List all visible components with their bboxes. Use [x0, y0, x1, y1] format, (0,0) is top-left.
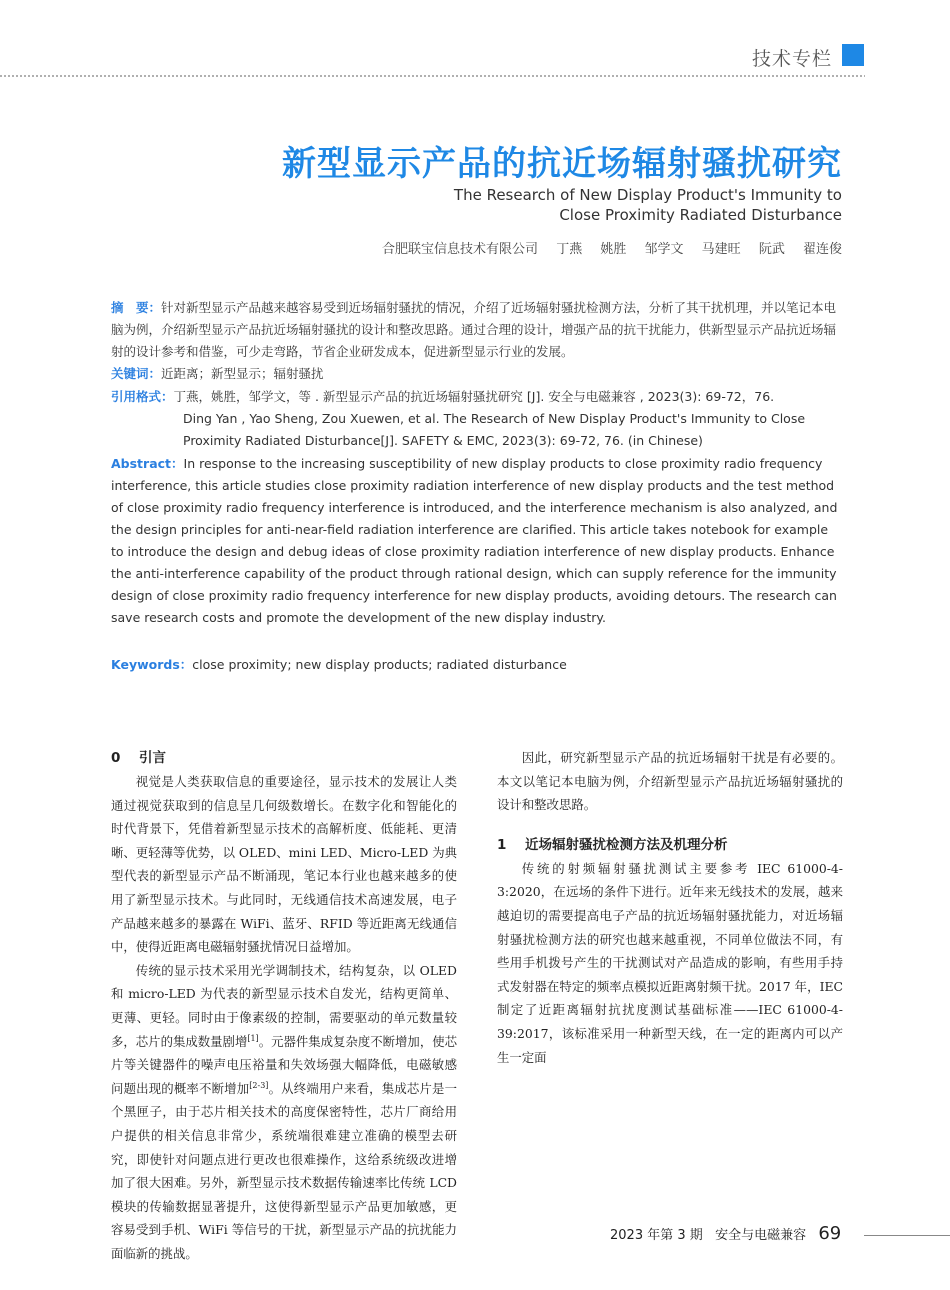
- footer-rule: [864, 1235, 950, 1236]
- page-footer: [610, 1223, 841, 1244]
- author-line: [382, 238, 842, 257]
- paragraph: 视觉是人类获取信息的重要途径，显示技术的发展让人类通过视觉获取到的信息呈几何级数增长。在数字化和智能化的时代背景下，凭借着新型显示技术的高解析度、低能耗、更清晰、更轻薄等优势，以 OLED、mini LED、Micro-LED 为典型代表的新型显示产品不断涌现，笔记本行业也越来越多的使用了新型显示技术。与此同时，无线通信技术高速发展，电子产品越来越多的暴露在 WiFi、蓝牙、RFID 等近距离无线通信中，使得近距离电磁辐射骚扰情况日益增加。: [111, 774, 457, 955]
- citation-label: 引用格式：: [111, 389, 174, 404]
- journal-name: 安全与电磁兼容: [715, 1228, 807, 1243]
- section-tag-marker: [842, 44, 864, 66]
- article-title-en-line2: Close Proximity Radiated Disturbance: [559, 206, 842, 224]
- section-title: 近场辐射骚扰检测方法及机理分析: [525, 836, 728, 853]
- issue: 2023 年第 3 期: [610, 1228, 703, 1243]
- header-rule: [0, 75, 865, 77]
- article-title-cn: 新型显示产品的抗近场辐射骚扰研究: [282, 144, 842, 184]
- section-heading-0: [111, 746, 457, 770]
- abstract-en: [111, 453, 841, 629]
- section-tag: 技术专栏: [751, 48, 832, 70]
- affiliation: 合肥联宝信息技术有限公司: [382, 242, 539, 257]
- section-heading-1: [497, 833, 843, 857]
- paragraph: 传统的显示技术采用光学调制技术，结构复杂，以 OLED 和 micro-LED 为代表的新型显示技术自发光，结构更简单、更薄、更轻。同时由于像素级的控制，需要驱动的单元数量较多，芯片的集成数量剧增[1]。元器件集成复杂度不断增加，使芯片等关键器件的噪声电压裕量和失效场强大幅降低，电磁敏感问题出现的概率不断增加[2-3]。从终端用户来看，集成芯片是一个黑匣子，由于芯片相关技术的高度保密特性，芯片厂商给用户提供的相关信息非常少，系统端很难建立准确的模型去研究，即使针对问题点进行更改也很难操作，这给系统级改进增加了很大困难。另外，新型显示技术数据传输速率比传统 LCD 模块的传输数据显著提升，这使得新型显示产品更加敏感，更容易受到手机、WiFi 等信号的干扰，新型显示产品的抗扰能力面临新的挑战。: [111, 962, 458, 1261]
- page-number: 69: [818, 1223, 842, 1244]
- section-number: 0: [111, 750, 121, 766]
- body-column-right: [497, 746, 843, 1218]
- keywords-en-text: close proximity; new display products; radiated disturbance: [192, 657, 567, 672]
- citation-en: Ding Yan , Yao Sheng, Zou Xuewen, et al. The Research of New Display Product's Immunity to Close Proximity Radiated Disturbance[J]. SAFETY & EMC, 2023(3): 69-72, 76. (in Chinese): [183, 411, 806, 448]
- author: 马建旺: [701, 242, 741, 257]
- citation-cn: [111, 386, 841, 408]
- citation-cn-text: 丁燕，姚胜，邹学文，等 . 新型显示产品的抗近场辐射骚扰研究 [J]. 安全与电磁兼容 , 2023(3): 69-72，76.: [173, 389, 775, 404]
- author: 姚胜: [600, 242, 627, 257]
- reference-marker: [2-3]: [249, 1080, 269, 1090]
- author: 丁燕: [556, 242, 583, 257]
- abstract-en-label: Abstract：: [111, 456, 184, 471]
- author: 翟连俊: [802, 242, 842, 257]
- author: 邹学文: [644, 242, 684, 257]
- article-title-en-line1: The Research of New Display Product's Immunity to: [453, 186, 842, 204]
- reference-marker: [1]: [247, 1033, 259, 1043]
- section-number: 1: [497, 836, 507, 853]
- abstract-en-text: In response to the increasing susceptibility of new display products to close proximity radio frequency interference, this article studies close proximity radiation interference of new display products and the test method of close proximity radio frequency interference is introduced, and the interference mechanism is also analyzed, and the design principles for anti-near-field radiation interference are clarified. This article takes notebook for example to introduce the design and debug ideas of close proximity radiation interference of new display products. Enhance the anti-interference capability of the product through rational design, which can supply reference for the immunity design of close proximity radio frequency interference for new display products, avoiding detours. The research can save research costs and promote the development of the new display industry.: [111, 456, 838, 625]
- keywords-cn-text: 近距离；新型显示；辐射骚扰: [161, 366, 324, 381]
- body-column-left: [111, 746, 458, 1261]
- keywords-en-label: Keywords：: [111, 657, 193, 672]
- keywords-en: [111, 654, 841, 676]
- abstract-cn: [111, 297, 841, 363]
- paragraph: 因此，研究新型显示产品的抗近场辐射干扰是有必要的。本文以笔记本电脑为例，介绍新型显示产品抗近场辐射骚扰的设计和整改思路。: [497, 750, 843, 813]
- article-title-en: [342, 185, 842, 225]
- author: 阮武: [758, 242, 785, 257]
- section-title: 引言: [139, 750, 166, 766]
- keywords-cn: [111, 363, 841, 385]
- abstract-cn-label: 摘 要：: [111, 300, 162, 315]
- paragraph: 传统的射频辐射骚扰测试主要参考 IEC 61000-4-3:2020，在远场的条件下进行。近年来无线技术的发展，越来越迫切的需要提高电子产品的抗近场辐射骚扰能力，对近场辐射骚扰检测方法的研究也越来越重视，不同单位做法不同，有些用手机拨号产生的干扰测试对产品造成的影响，有些用手持式发射器在特定的频率点模拟近距离射频干扰。2017 年，IEC 制定了近距离辐射抗扰度测试基础标准——IEC 61000-4-39:2017，该标准采用一种新型天线，在一定的距离内可以产生一定面: [497, 860, 843, 1065]
- keywords-cn-label: 关键词：: [111, 366, 162, 381]
- abstract-cn-text: 针对新型显示产品越来越容易受到近场辐射骚扰的情况，介绍了近场辐射骚扰检测方法，分析了其干扰机理，并以笔记本电脑为例，介绍新型显示产品抗近场辐射骚扰的设计和整改思路。通过合理的设计，增强产品的抗干扰能力，供新型显示产品抗近场辐射的设计参考和借鉴，可少走弯路，节省企业研发成本，促进新型显示行业的发展。: [111, 300, 837, 359]
